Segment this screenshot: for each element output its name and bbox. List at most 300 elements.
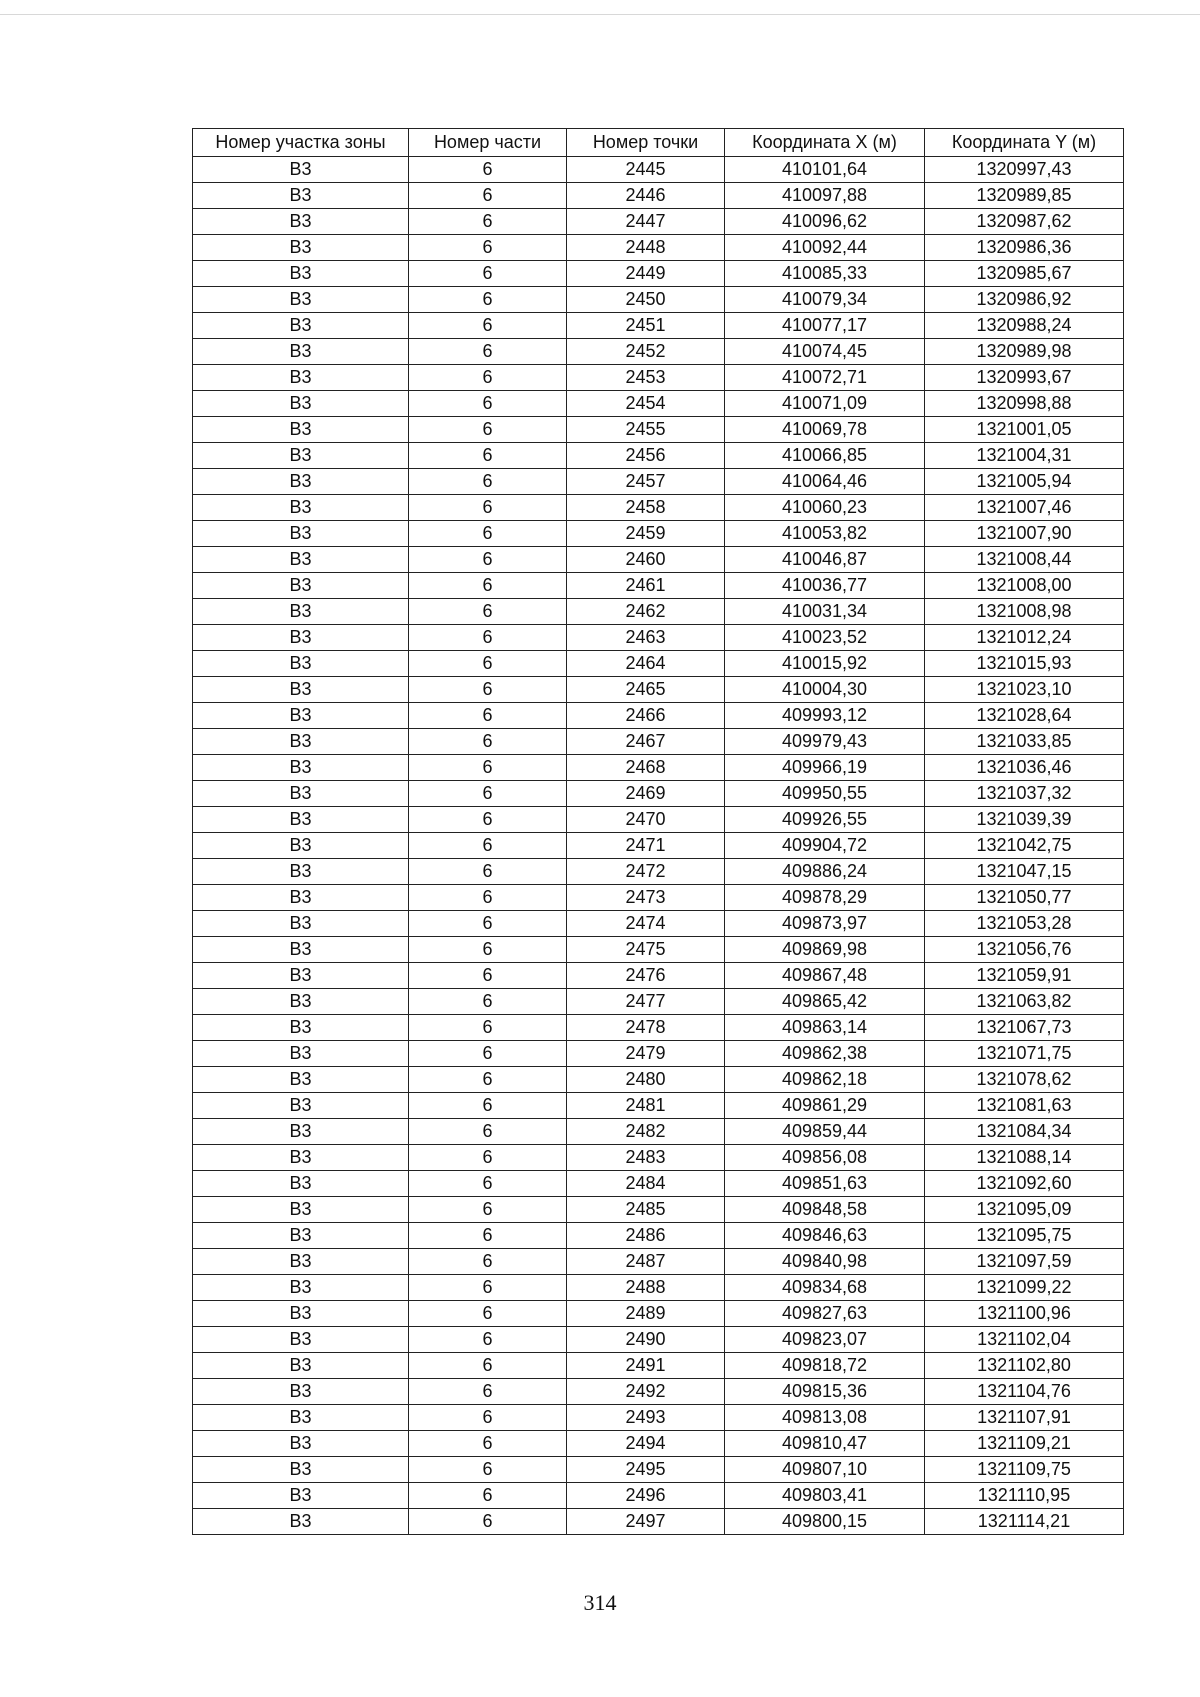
- coordinate-x-cell: 409873,97: [725, 911, 925, 937]
- part-number-cell: 6: [409, 1249, 567, 1275]
- zone-section-cell: В3: [193, 1457, 409, 1483]
- point-number-cell: 2455: [567, 417, 725, 443]
- coordinate-y-cell: 1321114,21: [925, 1509, 1124, 1535]
- coordinate-x-cell: 409979,43: [725, 729, 925, 755]
- part-number-cell: 6: [409, 443, 567, 469]
- point-number-cell: 2463: [567, 625, 725, 651]
- zone-section-cell: В3: [193, 235, 409, 261]
- part-number-cell: 6: [409, 1379, 567, 1405]
- zone-section-cell: В3: [193, 443, 409, 469]
- coordinate-y-cell: 1321004,31: [925, 443, 1124, 469]
- zone-section-cell: В3: [193, 651, 409, 677]
- point-number-cell: 2473: [567, 885, 725, 911]
- coordinate-y-cell: 1321008,98: [925, 599, 1124, 625]
- table-row: [193, 885, 1124, 911]
- part-number-cell: 6: [409, 1067, 567, 1093]
- part-number-cell: 6: [409, 547, 567, 573]
- table-row: [193, 1249, 1124, 1275]
- zone-section-cell: В3: [193, 417, 409, 443]
- zone-section-cell: В3: [193, 1223, 409, 1249]
- point-number-cell: 2469: [567, 781, 725, 807]
- coordinate-y-cell: 1321110,95: [925, 1483, 1124, 1509]
- table-row: [193, 183, 1124, 209]
- table-row: [193, 417, 1124, 443]
- table-row: [193, 937, 1124, 963]
- coordinate-x-cell: 410031,34: [725, 599, 925, 625]
- zone-section-cell: В3: [193, 1431, 409, 1457]
- coordinate-x-cell: 409865,42: [725, 989, 925, 1015]
- coordinate-y-cell: 1320989,98: [925, 339, 1124, 365]
- part-number-cell: 6: [409, 209, 567, 235]
- table-row: [193, 1431, 1124, 1457]
- coordinate-x-cell: 409840,98: [725, 1249, 925, 1275]
- point-number-cell: 2458: [567, 495, 725, 521]
- zone-section-cell: В3: [193, 1041, 409, 1067]
- coordinate-x-cell: 409886,24: [725, 859, 925, 885]
- part-number-cell: 6: [409, 1509, 567, 1535]
- coordinate-y-cell: 1321012,24: [925, 625, 1124, 651]
- coordinate-y-cell: 1321104,76: [925, 1379, 1124, 1405]
- coordinate-x-cell: 409904,72: [725, 833, 925, 859]
- zone-section-cell: В3: [193, 391, 409, 417]
- table-row: [193, 495, 1124, 521]
- table-row: [193, 729, 1124, 755]
- zone-section-cell: В3: [193, 781, 409, 807]
- point-number-cell: 2484: [567, 1171, 725, 1197]
- part-number-cell: 6: [409, 573, 567, 599]
- coordinate-x-cell: 410046,87: [725, 547, 925, 573]
- coordinate-y-cell: 1321099,22: [925, 1275, 1124, 1301]
- table-row: [193, 1275, 1124, 1301]
- table-row: [193, 1353, 1124, 1379]
- point-number-cell: 2496: [567, 1483, 725, 1509]
- table-row: [193, 1067, 1124, 1093]
- point-number-cell: 2450: [567, 287, 725, 313]
- coordinate-y-cell: 1321047,15: [925, 859, 1124, 885]
- zone-section-cell: В3: [193, 989, 409, 1015]
- part-number-cell: 6: [409, 365, 567, 391]
- point-number-cell: 2472: [567, 859, 725, 885]
- table-row: [193, 1197, 1124, 1223]
- zone-section-cell: В3: [193, 1067, 409, 1093]
- point-number-cell: 2487: [567, 1249, 725, 1275]
- zone-section-cell: В3: [193, 521, 409, 547]
- part-number-cell: 6: [409, 1431, 567, 1457]
- part-number-cell: 6: [409, 599, 567, 625]
- coordinate-y-cell: 1320987,62: [925, 209, 1124, 235]
- table-row: [193, 339, 1124, 365]
- part-number-cell: 6: [409, 781, 567, 807]
- zone-section-cell: В3: [193, 1171, 409, 1197]
- coordinate-y-cell: 1321088,14: [925, 1145, 1124, 1171]
- point-number-cell: 2488: [567, 1275, 725, 1301]
- coordinate-x-cell: 410096,62: [725, 209, 925, 235]
- coordinate-y-cell: 1321109,21: [925, 1431, 1124, 1457]
- coordinate-x-cell: 410079,34: [725, 287, 925, 313]
- coordinate-y-cell: 1321081,63: [925, 1093, 1124, 1119]
- coordinate-x-cell: 409834,68: [725, 1275, 925, 1301]
- coordinate-x-cell: 409848,58: [725, 1197, 925, 1223]
- coordinate-x-cell: 409823,07: [725, 1327, 925, 1353]
- part-number-cell: 6: [409, 1041, 567, 1067]
- zone-section-cell: В3: [193, 729, 409, 755]
- zone-section-cell: В3: [193, 1275, 409, 1301]
- table-row: [193, 781, 1124, 807]
- table-header-row: [193, 129, 1124, 157]
- coordinate-x-cell: 409867,48: [725, 963, 925, 989]
- point-number-cell: 2461: [567, 573, 725, 599]
- point-number-cell: 2446: [567, 183, 725, 209]
- header-coordinate-x: Координата X (м): [725, 129, 925, 157]
- point-number-cell: 2493: [567, 1405, 725, 1431]
- table-body: [193, 157, 1124, 1535]
- coordinate-y-cell: 1321028,64: [925, 703, 1124, 729]
- table-row: [193, 1483, 1124, 1509]
- point-number-cell: 2460: [567, 547, 725, 573]
- coordinate-x-cell: 410097,88: [725, 183, 925, 209]
- point-number-cell: 2489: [567, 1301, 725, 1327]
- coordinate-x-cell: 410023,52: [725, 625, 925, 651]
- part-number-cell: 6: [409, 183, 567, 209]
- point-number-cell: 2494: [567, 1431, 725, 1457]
- coordinate-x-cell: 410071,09: [725, 391, 925, 417]
- part-number-cell: 6: [409, 1119, 567, 1145]
- coordinate-x-cell: 410085,33: [725, 261, 925, 287]
- zone-section-cell: В3: [193, 703, 409, 729]
- zone-section-cell: В3: [193, 885, 409, 911]
- table-row: [193, 1223, 1124, 1249]
- scan-edge-line: [0, 14, 1200, 15]
- table-row: [193, 1041, 1124, 1067]
- table-row: [193, 1093, 1124, 1119]
- coordinate-y-cell: 1321107,91: [925, 1405, 1124, 1431]
- point-number-cell: 2474: [567, 911, 725, 937]
- coordinate-y-cell: 1321008,44: [925, 547, 1124, 573]
- coordinate-x-cell: 410060,23: [725, 495, 925, 521]
- zone-section-cell: В3: [193, 1197, 409, 1223]
- table-row: [193, 391, 1124, 417]
- part-number-cell: 6: [409, 1353, 567, 1379]
- header-point-number: Номер точки: [567, 129, 725, 157]
- part-number-cell: 6: [409, 339, 567, 365]
- point-number-cell: 2482: [567, 1119, 725, 1145]
- zone-section-cell: В3: [193, 1145, 409, 1171]
- point-number-cell: 2475: [567, 937, 725, 963]
- zone-section-cell: В3: [193, 911, 409, 937]
- zone-section-cell: В3: [193, 1327, 409, 1353]
- coordinate-x-cell: 409862,18: [725, 1067, 925, 1093]
- table-row: [193, 521, 1124, 547]
- part-number-cell: 6: [409, 729, 567, 755]
- table-row: [193, 1327, 1124, 1353]
- coordinate-y-cell: 1321063,82: [925, 989, 1124, 1015]
- zone-section-cell: В3: [193, 833, 409, 859]
- point-number-cell: 2485: [567, 1197, 725, 1223]
- table-row: [193, 807, 1124, 833]
- coordinate-y-cell: 1321102,80: [925, 1353, 1124, 1379]
- coordinate-y-cell: 1321071,75: [925, 1041, 1124, 1067]
- part-number-cell: 6: [409, 521, 567, 547]
- zone-section-cell: В3: [193, 313, 409, 339]
- coordinate-x-cell: 409800,15: [725, 1509, 925, 1535]
- coordinate-y-cell: 1320997,43: [925, 157, 1124, 183]
- part-number-cell: 6: [409, 807, 567, 833]
- part-number-cell: 6: [409, 1197, 567, 1223]
- part-number-cell: 6: [409, 989, 567, 1015]
- table-row: [193, 703, 1124, 729]
- coordinates-table: [192, 128, 1124, 1535]
- zone-section-cell: В3: [193, 755, 409, 781]
- part-number-cell: 6: [409, 157, 567, 183]
- coordinate-y-cell: 1320985,67: [925, 261, 1124, 287]
- point-number-cell: 2452: [567, 339, 725, 365]
- zone-section-cell: В3: [193, 677, 409, 703]
- coordinate-y-cell: 1320986,92: [925, 287, 1124, 313]
- table-row: [193, 677, 1124, 703]
- coordinate-y-cell: 1321084,34: [925, 1119, 1124, 1145]
- coordinate-x-cell: 410092,44: [725, 235, 925, 261]
- point-number-cell: 2447: [567, 209, 725, 235]
- coordinate-y-cell: 1321039,39: [925, 807, 1124, 833]
- table-row: [193, 1379, 1124, 1405]
- zone-section-cell: В3: [193, 365, 409, 391]
- part-number-cell: 6: [409, 1405, 567, 1431]
- part-number-cell: 6: [409, 1093, 567, 1119]
- table-row: [193, 1509, 1124, 1535]
- point-number-cell: 2471: [567, 833, 725, 859]
- part-number-cell: 6: [409, 1015, 567, 1041]
- part-number-cell: 6: [409, 417, 567, 443]
- coordinate-x-cell: 409851,63: [725, 1171, 925, 1197]
- coordinate-x-cell: 410015,92: [725, 651, 925, 677]
- coordinate-x-cell: 409807,10: [725, 1457, 925, 1483]
- part-number-cell: 6: [409, 391, 567, 417]
- table-row: [193, 1145, 1124, 1171]
- part-number-cell: 6: [409, 677, 567, 703]
- table-row: [193, 547, 1124, 573]
- coordinate-x-cell: 410053,82: [725, 521, 925, 547]
- page-number: 314: [583, 1590, 617, 1615]
- point-number-cell: 2492: [567, 1379, 725, 1405]
- coordinate-y-cell: 1321036,46: [925, 755, 1124, 781]
- coordinate-y-cell: 1321100,96: [925, 1301, 1124, 1327]
- zone-section-cell: В3: [193, 625, 409, 651]
- zone-section-cell: В3: [193, 599, 409, 625]
- coordinate-x-cell: 409878,29: [725, 885, 925, 911]
- part-number-cell: 6: [409, 885, 567, 911]
- zone-section-cell: В3: [193, 1509, 409, 1535]
- part-number-cell: 6: [409, 937, 567, 963]
- coordinate-x-cell: 410077,17: [725, 313, 925, 339]
- point-number-cell: 2490: [567, 1327, 725, 1353]
- coordinate-y-cell: 1321056,76: [925, 937, 1124, 963]
- coordinate-y-cell: 1321109,75: [925, 1457, 1124, 1483]
- point-number-cell: 2465: [567, 677, 725, 703]
- table-row: [193, 963, 1124, 989]
- zone-section-cell: В3: [193, 937, 409, 963]
- point-number-cell: 2479: [567, 1041, 725, 1067]
- coordinate-x-cell: 409861,29: [725, 1093, 925, 1119]
- point-number-cell: 2466: [567, 703, 725, 729]
- table-row: [193, 313, 1124, 339]
- coordinate-y-cell: 1321037,32: [925, 781, 1124, 807]
- zone-section-cell: В3: [193, 1093, 409, 1119]
- coordinate-x-cell: 410066,85: [725, 443, 925, 469]
- point-number-cell: 2470: [567, 807, 725, 833]
- coordinate-y-cell: 1321005,94: [925, 469, 1124, 495]
- coordinate-y-cell: 1321095,09: [925, 1197, 1124, 1223]
- part-number-cell: 6: [409, 1457, 567, 1483]
- part-number-cell: 6: [409, 833, 567, 859]
- part-number-cell: 6: [409, 1301, 567, 1327]
- coordinate-y-cell: 1320986,36: [925, 235, 1124, 261]
- coordinate-y-cell: 1321008,00: [925, 573, 1124, 599]
- table-row: [193, 1405, 1124, 1431]
- coordinate-y-cell: 1321015,93: [925, 651, 1124, 677]
- zone-section-cell: В3: [193, 1301, 409, 1327]
- coordinate-y-cell: 1321095,75: [925, 1223, 1124, 1249]
- part-number-cell: 6: [409, 1483, 567, 1509]
- point-number-cell: 2457: [567, 469, 725, 495]
- point-number-cell: 2483: [567, 1145, 725, 1171]
- coordinate-x-cell: 409856,08: [725, 1145, 925, 1171]
- table-row: [193, 235, 1124, 261]
- part-number-cell: 6: [409, 1223, 567, 1249]
- point-number-cell: 2462: [567, 599, 725, 625]
- coordinate-y-cell: 1321050,77: [925, 885, 1124, 911]
- point-number-cell: 2477: [567, 989, 725, 1015]
- coordinate-y-cell: 1320988,24: [925, 313, 1124, 339]
- zone-section-cell: В3: [193, 1015, 409, 1041]
- coordinate-y-cell: 1321078,62: [925, 1067, 1124, 1093]
- coordinate-y-cell: 1321001,05: [925, 417, 1124, 443]
- coordinate-x-cell: 409815,36: [725, 1379, 925, 1405]
- coordinate-x-cell: 409846,63: [725, 1223, 925, 1249]
- part-number-cell: 6: [409, 859, 567, 885]
- point-number-cell: 2495: [567, 1457, 725, 1483]
- point-number-cell: 2491: [567, 1353, 725, 1379]
- header-zone-section: Номер участка зоны: [193, 129, 409, 157]
- table-row: [193, 1119, 1124, 1145]
- point-number-cell: 2481: [567, 1093, 725, 1119]
- zone-section-cell: В3: [193, 157, 409, 183]
- point-number-cell: 2497: [567, 1509, 725, 1535]
- coordinate-x-cell: 409926,55: [725, 807, 925, 833]
- table-row: [193, 287, 1124, 313]
- point-number-cell: 2445: [567, 157, 725, 183]
- coordinate-x-cell: 410064,46: [725, 469, 925, 495]
- coordinate-y-cell: 1321092,60: [925, 1171, 1124, 1197]
- zone-section-cell: В3: [193, 1483, 409, 1509]
- table-row: [193, 599, 1124, 625]
- part-number-cell: 6: [409, 495, 567, 521]
- table-row: [193, 1171, 1124, 1197]
- coordinate-x-cell: 409993,12: [725, 703, 925, 729]
- coordinate-y-cell: 1321033,85: [925, 729, 1124, 755]
- zone-section-cell: В3: [193, 859, 409, 885]
- header-part-number: Номер части: [409, 129, 567, 157]
- coordinate-x-cell: 409827,63: [725, 1301, 925, 1327]
- table-row: [193, 365, 1124, 391]
- table-row: [193, 157, 1124, 183]
- zone-section-cell: В3: [193, 469, 409, 495]
- coordinate-y-cell: 1320993,67: [925, 365, 1124, 391]
- header-coordinate-y: Координата Y (м): [925, 129, 1124, 157]
- coordinate-x-cell: 409863,14: [725, 1015, 925, 1041]
- zone-section-cell: В3: [193, 1405, 409, 1431]
- table-row: [193, 989, 1124, 1015]
- coordinate-y-cell: 1320998,88: [925, 391, 1124, 417]
- zone-section-cell: В3: [193, 339, 409, 365]
- table-row: [193, 469, 1124, 495]
- coordinate-x-cell: 410101,64: [725, 157, 925, 183]
- coordinate-x-cell: 409813,08: [725, 1405, 925, 1431]
- table-row: [193, 755, 1124, 781]
- coordinate-y-cell: 1321097,59: [925, 1249, 1124, 1275]
- coordinate-x-cell: 409859,44: [725, 1119, 925, 1145]
- part-number-cell: 6: [409, 261, 567, 287]
- coordinate-y-cell: 1321059,91: [925, 963, 1124, 989]
- part-number-cell: 6: [409, 1327, 567, 1353]
- zone-section-cell: В3: [193, 1249, 409, 1275]
- point-number-cell: 2451: [567, 313, 725, 339]
- coordinate-y-cell: 1321007,90: [925, 521, 1124, 547]
- point-number-cell: 2464: [567, 651, 725, 677]
- table-row: [193, 209, 1124, 235]
- point-number-cell: 2486: [567, 1223, 725, 1249]
- table-row: [193, 625, 1124, 651]
- coordinate-x-cell: 409810,47: [725, 1431, 925, 1457]
- point-number-cell: 2459: [567, 521, 725, 547]
- coordinate-x-cell: 409950,55: [725, 781, 925, 807]
- part-number-cell: 6: [409, 963, 567, 989]
- part-number-cell: 6: [409, 1275, 567, 1301]
- coordinate-x-cell: 409869,98: [725, 937, 925, 963]
- coordinate-x-cell: 410004,30: [725, 677, 925, 703]
- table-row: [193, 1015, 1124, 1041]
- coordinate-y-cell: 1321067,73: [925, 1015, 1124, 1041]
- table-row: [193, 1457, 1124, 1483]
- part-number-cell: 6: [409, 651, 567, 677]
- zone-section-cell: В3: [193, 1379, 409, 1405]
- table-row: [193, 573, 1124, 599]
- zone-section-cell: В3: [193, 573, 409, 599]
- coordinate-y-cell: 1321042,75: [925, 833, 1124, 859]
- part-number-cell: 6: [409, 313, 567, 339]
- point-number-cell: 2468: [567, 755, 725, 781]
- point-number-cell: 2449: [567, 261, 725, 287]
- zone-section-cell: В3: [193, 495, 409, 521]
- zone-section-cell: В3: [193, 287, 409, 313]
- coordinate-x-cell: 409862,38: [725, 1041, 925, 1067]
- coordinate-x-cell: 409803,41: [725, 1483, 925, 1509]
- point-number-cell: 2454: [567, 391, 725, 417]
- zone-section-cell: В3: [193, 807, 409, 833]
- zone-section-cell: В3: [193, 1353, 409, 1379]
- point-number-cell: 2478: [567, 1015, 725, 1041]
- part-number-cell: 6: [409, 235, 567, 261]
- table-row: [193, 911, 1124, 937]
- coordinate-x-cell: 409818,72: [725, 1353, 925, 1379]
- table-row: [193, 1301, 1124, 1327]
- coordinate-y-cell: 1321102,04: [925, 1327, 1124, 1353]
- table-row: [193, 443, 1124, 469]
- part-number-cell: 6: [409, 703, 567, 729]
- coordinate-y-cell: 1321053,28: [925, 911, 1124, 937]
- point-number-cell: 2476: [567, 963, 725, 989]
- part-number-cell: 6: [409, 1171, 567, 1197]
- zone-section-cell: В3: [193, 183, 409, 209]
